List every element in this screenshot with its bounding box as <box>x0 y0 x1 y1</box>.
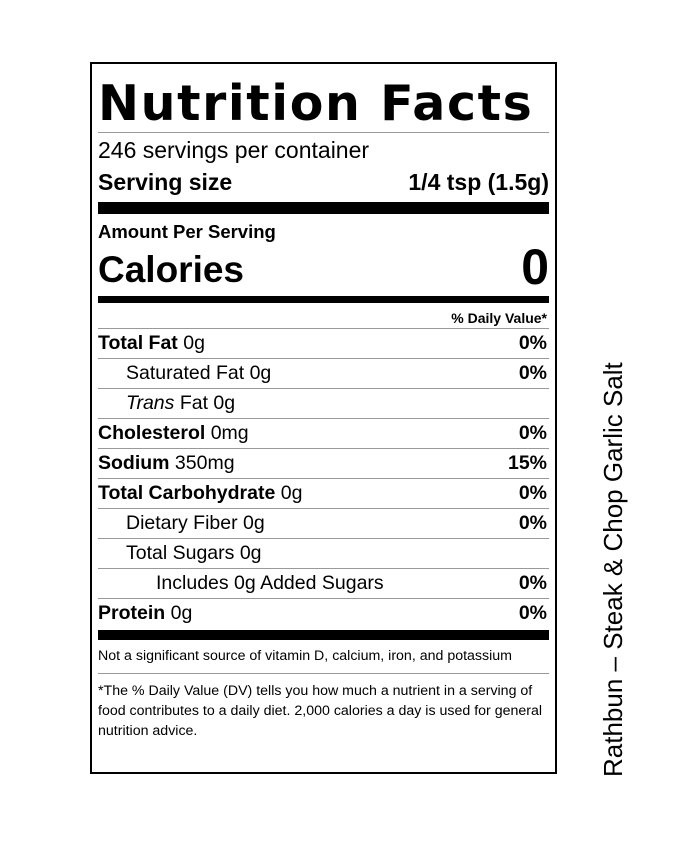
daily-value-footnote <box>98 673 549 741</box>
nutrient-dv: 0% <box>518 422 547 444</box>
calories-value: 0 <box>521 239 549 295</box>
nutrient-amount: 0g <box>170 602 193 624</box>
nutrient-name: Includes 0g Added Sugars <box>156 572 384 594</box>
nutrient-amount: Fat 0g <box>179 392 236 414</box>
nutrient-dv: 0% <box>518 512 547 534</box>
nutrient-amount: 0g <box>183 332 205 354</box>
nutrient-row-dietary-fiber <box>98 508 549 538</box>
nutrient-name: Total Sugars <box>126 542 235 564</box>
product-name-caption: Rathbun – Steak & Chop Garlic Salt <box>598 362 628 777</box>
servings-per-container: 246 servings per container <box>98 137 370 163</box>
nutrient-amount: 0g <box>243 512 265 534</box>
not-significant-note: Not a significant source of vitamin D, calcium, iron, and potassium <box>98 648 512 664</box>
daily-value-header: % Daily Value* <box>451 310 547 326</box>
divider <box>98 132 549 133</box>
nutrient-name: Protein <box>98 602 166 624</box>
calories-row <box>98 239 549 295</box>
nutrient-row-protein <box>98 598 549 628</box>
nutrient-dv: 15% <box>507 452 547 474</box>
nutrient-amount: 350mg <box>174 452 235 474</box>
amount-per-serving: Amount Per Serving <box>98 221 276 242</box>
nutrient-name: Trans <box>126 392 175 414</box>
nutrient-name: Sodium <box>98 452 170 474</box>
nutrient-row-trans-fat <box>98 388 549 418</box>
nutrient-name: Dietary Fiber <box>126 512 238 534</box>
thick-divider <box>98 202 549 214</box>
serving-size-value: 1/4 tsp (1.5g) <box>408 169 549 195</box>
serving-size-label: Serving size <box>98 169 233 195</box>
nutrient-dv: 0% <box>518 602 547 624</box>
nutrient-row-sodium <box>98 448 549 478</box>
nutrient-row-cholesterol <box>98 418 549 448</box>
nutrient-name: Saturated Fat <box>126 362 245 384</box>
nutrient-amount: 0g <box>280 482 303 504</box>
calories-label: Calories <box>98 249 245 290</box>
nutrient-row-total-carbohydrate <box>98 478 549 508</box>
nutrition-facts-label <box>90 62 557 774</box>
nutrient-dv: 0% <box>518 332 547 354</box>
nutrient-row-added-sugars <box>98 568 549 598</box>
nutrient-amount: 0mg <box>210 422 249 444</box>
serving-size-row <box>98 168 549 196</box>
nutrient-dv: 0% <box>518 482 547 504</box>
nutrient-dv: 0% <box>518 362 547 384</box>
nutrient-amount: 0g <box>249 362 272 384</box>
medium-divider <box>98 296 549 303</box>
nutrient-name: Total Carbohydrate <box>98 482 276 504</box>
nutrient-name: Cholesterol <box>98 422 206 444</box>
label-title: Nutrition Facts <box>98 75 534 132</box>
nutrient-row-saturated-fat <box>98 358 549 388</box>
nutrient-name: Total Fat <box>98 332 178 354</box>
footnote-text: The % Daily Value (DV) tells you how much a nutrient in a serving of food contributes to a daily diet. 2,000 calories a day is used for general nutrition advice. <box>98 683 543 739</box>
nutrient-amount: 0g <box>239 542 262 564</box>
thick-divider-bottom <box>98 630 549 640</box>
nutrient-row-total-sugars <box>98 538 549 568</box>
nutrient-row-total-fat <box>98 328 549 358</box>
footnote-marker: * <box>98 683 104 699</box>
nutrient-dv: 0% <box>518 572 547 594</box>
